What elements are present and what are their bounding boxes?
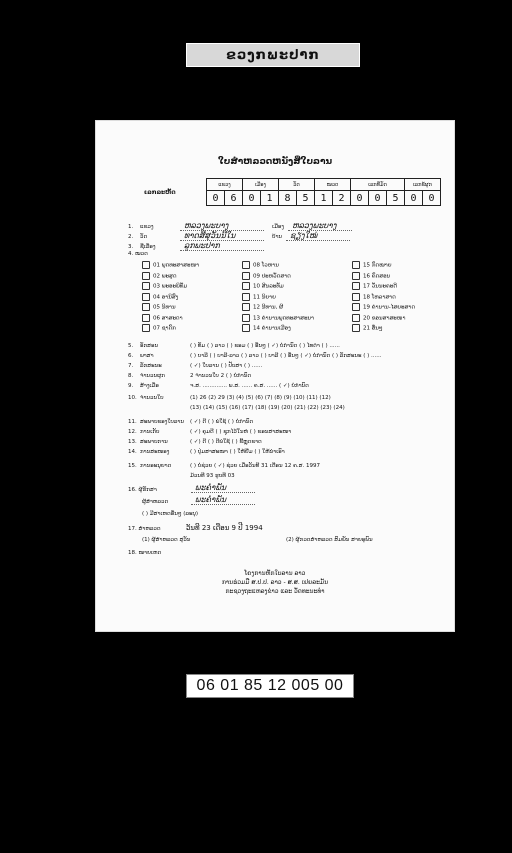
form-footer [96,569,454,596]
checkbox-icon [242,324,250,332]
bottom-id-label: 06 01 85 12 005 00 [186,674,354,698]
id-digit-cell: 0 [423,191,441,206]
category-option: 21 ອື່ນໆ [352,324,415,335]
checkbox-icon [142,293,150,301]
form-row: (13) (14) (15) (16) (17) (18) (19) (20) (21) (22) (23) (24) [190,405,345,411]
category-option: 02 ພະສູດ [142,272,199,283]
checkbox-icon [142,324,150,332]
checkbox-icon [352,293,360,301]
id-digit-cell: 0 [351,191,369,206]
category-option: 08 ໂວຫານ [242,261,314,272]
field-17-date: ວັນທີ 23 ເດືອນ 9 ປີ 1994 [186,524,263,532]
checkbox-icon [352,324,360,332]
id-digit-cell: 1 [315,191,333,206]
field-16b-label: ຜູ້ສຳຫລວດ [142,499,169,505]
category-option: 18 ໂຫລາສາດ [352,293,415,304]
field-16c: ( ) ມີສາເຫດອື່ນໆ (ລະບຸ) [142,511,199,517]
id-digit-cell: 6 [225,191,243,206]
category-option: 04 ອານິສົງ [142,293,199,304]
id-digit-cell: 1 [261,191,279,206]
id-column-header: ເມືອງ [243,179,279,191]
category-option: 10 ສີນລະທັມ [242,282,314,293]
category-option: 11 ນິຍາຍ [242,293,314,304]
checkbox-icon [242,282,250,290]
id-column-header: ເລກຂໍ້ຜູກ [405,179,441,191]
checkbox-icon [352,282,360,290]
id-code-table [206,178,441,206]
field-17-checker: (2) ຜູ້ກວດສຳຫລວດ ສົມພັນ ສາຍອຸພົນ [286,537,373,543]
form-row: 9. ສ້າງເມື່ອ ຈ.ສ. .............. ພ.ສ. ...... ຄ.ສ. ...... ( ✓) ບໍ່ກຳນົດ [128,383,309,389]
checkbox-icon [142,282,150,290]
form-row: 6. ພາສາ ( ) ບາລີ ( ) ບາລີ-ລາວ ( ) ລາວ ( ) ບາລີ ( ) ອື່ນໆ ( ✓) ບໍ່ກຳນົດ ( ) ລັກສະນະ ( ) ...... [128,353,382,359]
form-row: 13. ສະພາບການ ( ✓) ດີ ( ) ດີພໍໃຊ້ ( ) ຂີ້ຫຼຸດຂາດ [128,439,262,445]
footer-line: ກະຊວງຖະແຫລງຂ່າວ ແລະ ວັດທະນະທຳ [225,588,325,595]
checkbox-icon [352,261,360,269]
id-digit-cell: 0 [243,191,261,206]
checkbox-icon [142,272,150,280]
category-option: 09 ປະຫວັດສາດ [242,272,314,283]
id-digit-cell: 5 [387,191,405,206]
form-row: ມ້ວນທີ 93 ຮູບທີ 03 [190,473,235,479]
category-option: 05 ນິທານ [142,303,199,314]
checkbox-icon [352,272,360,280]
id-label: ເລກລະຫັດ [144,189,176,196]
checkbox-icon [242,314,250,322]
form-row: 5. ອັກສອນ ( ) ທັມ ( ) ລາວ ( ) ຂອມ ( ) ອື່ນໆ ( ✓) ບໍ່ກຳນົດ ( ) ໄທດຳ ( ) ...... [128,343,340,349]
checkbox-icon [242,293,250,301]
category-option: 19 ຄຳນານ-ໄສຍະສາດ [352,303,415,314]
form-row: 10. ຈຳນວນໃບ (1) 26 (2) 29 (3) (4) (5) (6) (7) (8) (9) (10) (11) (12) [128,395,331,401]
field-17-label: 17. ສຳຫລວດ [128,526,161,532]
survey-form [95,120,455,632]
id-digit-cell: 2 [333,191,351,206]
form-row: 8. ຈຳນວນຜູກ 2 ຈຳນວນໃບ 2 ( ) ບໍ່ກຳນົດ [128,373,252,379]
form-row: 11. ສະພາບຂອງໃບລານ ( ✓) ດີ ( ) ພໍໃຊ້ ( ) ບໍ່ກຳນົດ [128,419,254,425]
id-column-header: ເລກທີ່ມັດ [351,179,405,191]
category-header: 4. ໝວດ [128,251,148,257]
checkbox-icon [142,303,150,311]
category-option: 16 ຄົດສອນ [352,272,415,283]
category-option: 06 ສາສະດາ [142,314,199,325]
checkbox-icon [242,261,250,269]
field-16-label: 16. ຜູ້ຮັກສາ [128,487,157,493]
category-option: 20 ຂອນສາສະໜາ [352,314,415,325]
field-16-value: ພະຄຳພັນ [191,483,255,493]
category-option: 15 ກົດໝາຍ [352,261,415,272]
id-digit-cell: 0 [207,191,225,206]
category-option: 13 ຄຳນານພຸດທະສາສະນາ [242,314,314,325]
form-row: 12. ການເກັບ ( ✓) ຄຸມດີ ( ) ຊຸກໄວ້ໃນຫໍ ( ) ຂອນສາສະໜາ [128,429,292,435]
category-option: 17 ວັນນະຄະດີ [352,282,415,293]
checkbox-icon [242,272,250,280]
id-digit-cell: 5 [297,191,315,206]
checkbox-icon [242,303,250,311]
checkbox-icon [142,314,150,322]
form-row: 7. ລັກສະນະ ( ✓) ໃບລານ ( ) ປັບສາ ( ) ...... [128,363,263,369]
id-column-header: ວັດ [279,179,315,191]
footer-line: ໂຄງການຫັກໃບລານ ລາວ [244,570,306,577]
field-18-label: 18. ໝາຍເຫດ [128,550,162,556]
checkbox-icon [142,261,150,269]
field-17-surveyor: (1) ຜູ້ສຳຫລວດ ສຸວັນ [142,537,191,543]
header-label: ຂວງກພະປາກ [186,43,360,67]
id-digit-cell: 0 [369,191,387,206]
field-row: 1. ແຂວງ ຫລວງພະບາງ ເມືອງ ຫລວງພະບາງ [128,221,352,231]
field-16b-value: ພະຄຳພັນ [191,495,255,505]
form-row: 14. ການສະໜອງ ( ) ປຸ່ມສາສະໜາ ( ) ໃຫ້ຢືມ ( ) ໃຫ້ນຳເອົາ [128,449,285,455]
id-digit-cell: 8 [279,191,297,206]
id-column-header: ແຂວງ [207,179,243,191]
field-row: 3. ຊື່ເລື່ອງ ລູກພະປາກ [128,241,264,251]
checkbox-icon [352,314,360,322]
category-option: 12 ນີທານ, ຜີ [242,303,314,314]
category-option: 14 ຄຳນານເມືອງ [242,324,314,335]
form-row: 15. ການອະນຸຍາດ ( ) ບໍ່ຊ່ວຍ ( ✓) ຊ່ວຍ ເມື່ອວັນທີ 31 ເດືອນ 12 ຄ.ສ. 1997 [128,463,320,469]
category-option: 07 ຊາດົກ [142,324,199,335]
form-title: ໃບສຳຫລວດຫນັງສືໃບລານ [217,157,333,167]
category-option: 01 ພຸດທະສາສະໜາ [142,261,199,272]
id-column-header: ໝວດ [315,179,351,191]
footer-line: ການຮ່ວມມື ສ.ປ.ປ. ລາວ - ສ.ສ. ເຢຍລະມັນ [221,579,329,586]
checkbox-icon [352,303,360,311]
field-row: 2. ວັດ ທາດສີສຸວັນນີໃນ ບ້ານ ຊຽງໃໝ່ [128,231,350,241]
category-option: 03 ພະອະພິທັມ [142,282,199,293]
id-digit-cell: 0 [405,191,423,206]
